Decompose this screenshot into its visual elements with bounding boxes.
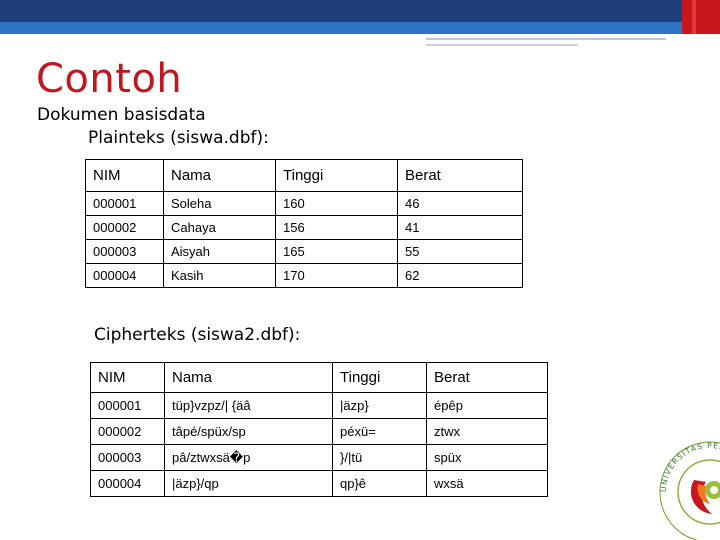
cell: Aisyah: [164, 240, 276, 264]
cell: Kasih: [164, 264, 276, 288]
table-row: [86, 192, 523, 216]
cell: tâpé/spüx/sp: [165, 419, 333, 445]
cell: spüx: [427, 445, 548, 471]
header-cell: Nama: [164, 160, 276, 192]
header-cell: Berat: [427, 363, 548, 393]
table-row: [91, 419, 548, 445]
cell: 46: [398, 192, 523, 216]
table-row: [91, 393, 548, 419]
slide-title: Contoh: [36, 56, 183, 102]
top-bar-red-accent: [682, 0, 720, 34]
plaintext-caption: Plainteks (siswa.dbf):: [88, 128, 269, 148]
cell: 000001: [86, 192, 164, 216]
cell: 000002: [86, 216, 164, 240]
ciphertext-caption: Cipherteks (siswa2.dbf):: [94, 325, 301, 345]
top-bar-navy: [0, 0, 720, 22]
header-cell: Nama: [165, 363, 333, 393]
header-cell: Tinggi: [333, 363, 427, 393]
cell: wxsä: [427, 471, 548, 497]
cell: qp}ê: [333, 471, 427, 497]
university-logo-icon: [636, 432, 720, 540]
cell: 000003: [91, 445, 165, 471]
cell: Cahaya: [164, 216, 276, 240]
cell: tüp}vzpz/| {äâ: [165, 393, 333, 419]
cell: pâ/ztwxsä�p: [165, 445, 333, 471]
cell: |äzp}: [333, 393, 427, 419]
cell: 000003: [86, 240, 164, 264]
table-row: [86, 240, 523, 264]
logo-ring-text: UNIVERSITAS PE: [658, 440, 720, 493]
table-row: [91, 471, 548, 497]
plaintext-table: [85, 159, 523, 288]
cell: 156: [276, 216, 398, 240]
header-cell: NIM: [86, 160, 164, 192]
table-header-row: [91, 363, 548, 393]
cell: épêp: [427, 393, 548, 419]
ciphertext-table: [90, 362, 548, 497]
slide-subtitle: Dokumen basisdata: [37, 105, 206, 125]
cell: 165: [276, 240, 398, 264]
cell: 000004: [91, 471, 165, 497]
top-bar-red-stripe: [692, 0, 696, 34]
cell: 170: [276, 264, 398, 288]
cell: 41: [398, 216, 523, 240]
cell: 62: [398, 264, 523, 288]
decorative-line: [426, 38, 666, 40]
table-row: [86, 216, 523, 240]
cell: }/|tü: [333, 445, 427, 471]
cell: péxü=: [333, 419, 427, 445]
header-cell: Tinggi: [276, 160, 398, 192]
cell: 000001: [91, 393, 165, 419]
cell: 000004: [86, 264, 164, 288]
cell: 160: [276, 192, 398, 216]
cell: ztwx: [427, 419, 548, 445]
table-row: [91, 445, 548, 471]
header-cell: Berat: [398, 160, 523, 192]
cell: Soleha: [164, 192, 276, 216]
top-bar-blue: [0, 22, 720, 34]
table-row: [86, 264, 523, 288]
cell: |äzp}/qp: [165, 471, 333, 497]
cell: 55: [398, 240, 523, 264]
svg-text:UNIVERSITAS PEMBANGUNAN JAYA: [659, 441, 720, 519]
decorative-line: [426, 44, 578, 46]
cell: 000002: [91, 419, 165, 445]
header-cell: NIM: [91, 363, 165, 393]
table-header-row: [86, 160, 523, 192]
